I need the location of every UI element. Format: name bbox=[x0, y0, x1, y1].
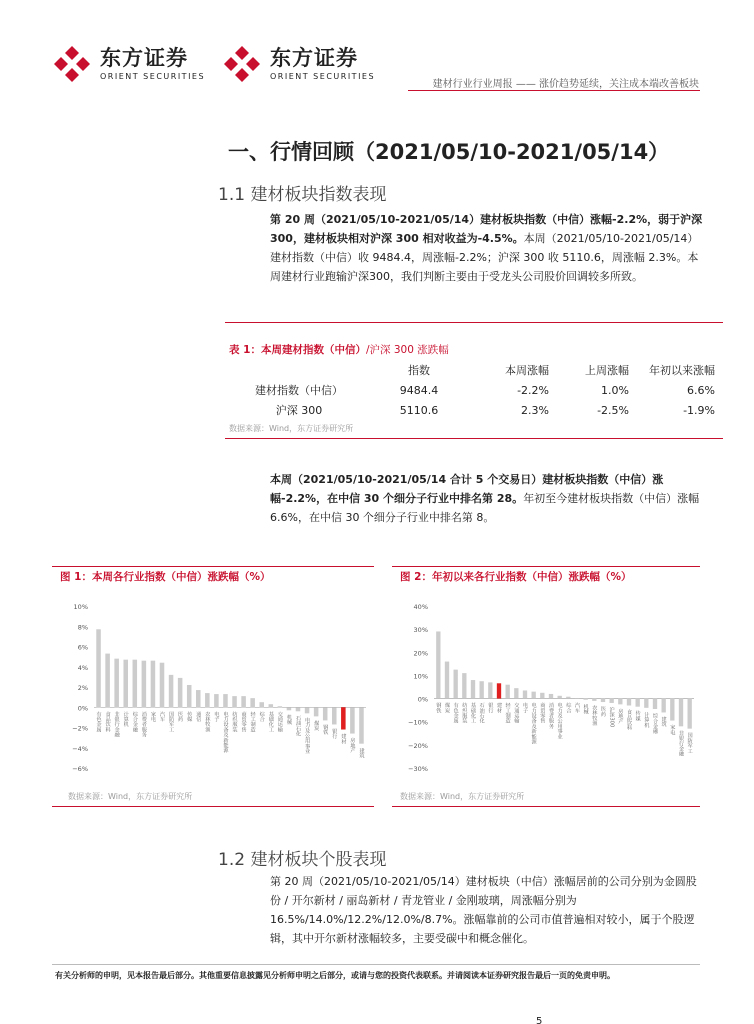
x-category-label: 建筑 bbox=[358, 747, 365, 759]
y-tick-label: 6% bbox=[77, 643, 88, 652]
bar-电子 bbox=[523, 690, 527, 698]
chart-weekly-industry-change bbox=[56, 596, 372, 782]
x-category-label: 银行 bbox=[487, 702, 494, 713]
x-category-label: 商贸零售 bbox=[539, 702, 546, 724]
table-header: 上周涨幅 bbox=[585, 364, 629, 377]
x-category-label: 计算机 bbox=[643, 711, 650, 728]
x-category-label: 钢铁 bbox=[322, 724, 329, 735]
bar-沪深300 bbox=[610, 699, 614, 703]
logo-mark-icon bbox=[222, 44, 262, 84]
table-bottom-rule bbox=[225, 438, 723, 439]
bar-非银行金融 bbox=[114, 659, 119, 708]
bar-轻工制造 bbox=[250, 698, 255, 707]
section-title: 一、行情回顾（2021/05/10-2021/05/14） bbox=[228, 140, 670, 164]
bar-轻工制造 bbox=[506, 685, 510, 699]
y-tick-label: −4% bbox=[72, 744, 88, 753]
x-category-label: 家电 bbox=[669, 724, 676, 735]
x-category-label: 综合 bbox=[258, 711, 265, 722]
bar-商贸零售 bbox=[241, 696, 246, 707]
bar-石油石化 bbox=[480, 681, 484, 698]
bar-煤炭 bbox=[314, 707, 319, 716]
x-category-label: 非银行金融 bbox=[678, 730, 684, 757]
bar-消费者服务 bbox=[142, 661, 147, 708]
header-separator: —— bbox=[515, 79, 536, 90]
table-cell: 沪深 300 bbox=[275, 404, 323, 417]
x-category-label: 沪深300 bbox=[608, 706, 615, 728]
bar-电子 bbox=[214, 694, 219, 707]
x-category-label: 机械 bbox=[285, 714, 292, 725]
logo-cn-2: 东方证券 bbox=[270, 46, 358, 70]
y-tick-label: 10% bbox=[73, 603, 88, 611]
report-type: 建材行业行业周报 bbox=[432, 79, 513, 90]
paragraph-bold: 第 20 周（2021/05/10-2021/05/14）建材板块指数（中信）涨幅-2.2%，弱于沪深 300，建材板块相对沪深 300 相对收益为-4.5%。 bbox=[270, 213, 703, 245]
y-tick-label: 10% bbox=[413, 672, 428, 681]
table-cell: 5110.6 bbox=[399, 403, 439, 417]
bar-煤炭 bbox=[445, 662, 449, 699]
bar-家电 bbox=[670, 699, 674, 721]
y-tick-label: 20% bbox=[413, 649, 428, 658]
x-category-label: 石油石化 bbox=[478, 702, 485, 724]
bar-计算机 bbox=[644, 699, 648, 708]
paragraph-index-performance bbox=[270, 210, 706, 286]
table-source: 数据来源：Wind，东方证券研究所 bbox=[229, 424, 354, 433]
x-category-label: 电子 bbox=[213, 711, 220, 722]
x-category-label: 基础化工 bbox=[470, 702, 476, 724]
y-tick-label: −10% bbox=[408, 718, 428, 727]
figure1-source: 数据来源：Wind，东方证券研究所 bbox=[68, 792, 193, 801]
x-category-label: 建材 bbox=[496, 702, 502, 713]
figure2-title: 图 2：年初以来各行业指数（中信）涨跌幅（%） bbox=[400, 571, 632, 583]
bar-国防军工 bbox=[688, 699, 692, 729]
x-category-label: 消费者服务 bbox=[140, 711, 147, 738]
x-category-label: 银行 bbox=[331, 728, 338, 739]
logo-en: ORIENT SECURITIES bbox=[100, 72, 206, 81]
table-row bbox=[229, 400, 715, 420]
y-tick-label: −6% bbox=[72, 765, 88, 773]
subsection-title-1-1: 1.1 建材板块指数表现 bbox=[218, 185, 387, 205]
table-cell: 2.3% bbox=[521, 403, 549, 417]
table-header: 本周涨幅 bbox=[505, 364, 549, 377]
x-category-label: 煤炭 bbox=[444, 702, 450, 713]
x-category-label: 电力设备及新能源 bbox=[222, 711, 229, 753]
x-category-label: 通信 bbox=[195, 711, 202, 722]
bar-电力设备及新能源 bbox=[532, 692, 536, 699]
bar-综合金融 bbox=[133, 660, 138, 708]
x-category-label: 传媒 bbox=[634, 710, 641, 722]
x-category-label: 房地产 bbox=[617, 708, 624, 724]
y-tick-label: 8% bbox=[77, 623, 88, 632]
table-cell: -2.2% bbox=[517, 383, 549, 397]
x-category-label: 传媒 bbox=[186, 711, 193, 722]
x-category-label: 煤炭 bbox=[313, 720, 320, 731]
x-category-label: 纺织服装 bbox=[231, 711, 238, 733]
bar-电力及公用事业 bbox=[305, 707, 310, 713]
x-category-label: 国防军工 bbox=[686, 732, 693, 754]
figure1-top-rule bbox=[52, 566, 374, 567]
bar-电力设备及新能源 bbox=[223, 694, 228, 707]
table-title-rest: /沪深 300 涨跌幅 bbox=[365, 344, 449, 356]
x-category-label: 石油石化 bbox=[295, 715, 301, 737]
paragraph-text: 本周（2021/05/10-2021/05/14）建材指数（中信）收 9484.4，周涨幅-2.2%；沪深 300 收 5110.6，周涨幅 2.3%。本周建材行业跑输沪深300，我们判断主要由于受龙头公司股价回调较多所致。 bbox=[270, 232, 699, 283]
subsection-title-1-2: 1.2 建材板块个股表现 bbox=[218, 850, 387, 870]
bar-建筑 bbox=[662, 699, 666, 713]
x-category-label: 汽车 bbox=[159, 711, 165, 722]
bar-医药 bbox=[178, 678, 183, 707]
header-rule bbox=[408, 90, 700, 91]
x-category-label: 房地产 bbox=[349, 737, 356, 754]
footer-disclaimer: 有关分析师的申明，见本报告最后部分。其他重要信息披露见分析师申明之后部分，或请与您的投资代表联系。并请阅读本证券研究报告最后一页的免责申明。 bbox=[55, 971, 615, 980]
x-category-label: 轻工制造 bbox=[504, 702, 511, 724]
bar-食品饮料 bbox=[105, 654, 110, 708]
footer-rule bbox=[52, 964, 700, 965]
table-cell: -2.5% bbox=[597, 403, 629, 417]
y-tick-label: 0% bbox=[417, 695, 428, 704]
x-category-label: 电力设备及新能源 bbox=[530, 702, 537, 745]
x-category-label: 有色金属 bbox=[95, 711, 102, 733]
bar-汽车 bbox=[575, 698, 579, 699]
bar-综合金融 bbox=[653, 699, 657, 709]
table-cell: 1.0% bbox=[601, 383, 629, 397]
table-cell: 建材指数（中信） bbox=[255, 384, 343, 397]
table-top-rule bbox=[225, 322, 723, 323]
bar-有色金属 bbox=[454, 670, 458, 699]
bar-食品饮料 bbox=[627, 699, 631, 706]
table-cell: -1.9% bbox=[683, 403, 715, 417]
table-header bbox=[229, 360, 369, 380]
x-category-label: 医药 bbox=[177, 711, 184, 722]
bar-房地产 bbox=[350, 707, 355, 733]
bar-非银行金融 bbox=[679, 699, 683, 727]
x-category-label: 综合 bbox=[565, 702, 572, 713]
bar-家电 bbox=[151, 661, 156, 708]
bar-综合 bbox=[566, 697, 570, 699]
bar-通信 bbox=[196, 690, 201, 707]
x-category-label: 轻工制造 bbox=[249, 711, 256, 733]
logo-en-2: ORIENT SECURITIES bbox=[270, 72, 376, 81]
x-category-label: 电力及公用事业 bbox=[304, 717, 311, 754]
bar-农林牧渔 bbox=[592, 699, 596, 701]
logo-cn: 东方证券 bbox=[100, 46, 188, 70]
bar-商贸零售 bbox=[540, 693, 544, 699]
y-tick-label: 2% bbox=[77, 684, 88, 692]
bar-基础化工 bbox=[471, 680, 475, 699]
x-category-label: 食品饮料 bbox=[104, 711, 111, 733]
bar-建材 bbox=[341, 707, 346, 729]
x-category-label: 有色金属 bbox=[452, 702, 459, 724]
y-tick-label: 4% bbox=[77, 663, 88, 672]
bar-建材 bbox=[497, 683, 501, 698]
page-number: 5 bbox=[536, 1016, 543, 1024]
bar-交通运输 bbox=[514, 688, 518, 698]
x-category-label: 交通运输 bbox=[276, 711, 283, 733]
report-header-subtitle bbox=[433, 75, 699, 90]
table-cell: 9484.4 bbox=[399, 383, 439, 397]
company-logo-2 bbox=[222, 44, 375, 84]
x-category-label: 建材 bbox=[340, 733, 347, 744]
x-category-label: 综合金融 bbox=[131, 711, 138, 733]
y-tick-label: −2% bbox=[72, 724, 88, 733]
x-category-label: 机械 bbox=[582, 703, 589, 715]
bar-医药 bbox=[601, 699, 605, 702]
y-tick-label: 30% bbox=[413, 626, 428, 635]
table-title bbox=[229, 342, 449, 357]
table-cell: 6.6% bbox=[687, 383, 715, 397]
y-tick-label: −20% bbox=[408, 741, 428, 750]
x-category-label: 电子 bbox=[522, 702, 528, 713]
bar-消费者服务 bbox=[549, 694, 553, 699]
bar-钢铁 bbox=[323, 707, 328, 720]
bar-银行 bbox=[332, 707, 337, 724]
bar-钢铁 bbox=[436, 631, 440, 698]
table-header: 年初以来涨幅 bbox=[649, 364, 715, 377]
bar-纺织服装 bbox=[462, 673, 466, 698]
bar-机械 bbox=[287, 707, 292, 710]
bar-综合 bbox=[259, 702, 264, 707]
figure2-bottom-rule bbox=[392, 806, 700, 807]
y-tick-label: 40% bbox=[413, 603, 428, 611]
x-category-label: 基础化工 bbox=[267, 711, 274, 733]
bar-农林牧渔 bbox=[205, 693, 210, 707]
x-category-label: 计算机 bbox=[122, 711, 129, 727]
bar-有色金属 bbox=[96, 629, 101, 707]
x-category-label: 食品饮料 bbox=[626, 709, 632, 731]
x-category-label: 综合金融 bbox=[652, 712, 658, 734]
paragraph-text: 年初至今建材板块指数（中信）涨幅 6.6%，在中信 30 个细分子行业中排名第 8。 bbox=[270, 492, 700, 524]
bar-传媒 bbox=[636, 699, 640, 707]
logo-mark-icon bbox=[52, 44, 92, 84]
bar-机械 bbox=[584, 699, 588, 700]
bar-电力及公用事业 bbox=[558, 696, 562, 699]
table-title-bold: 表 1：本周建材指数（中信） bbox=[229, 344, 366, 356]
x-category-label: 商贸零售 bbox=[240, 711, 247, 733]
table-header-row bbox=[229, 360, 715, 380]
report-subtitle: 涨价趋势延续，关注成本端改善板块 bbox=[539, 79, 699, 90]
bar-交通运输 bbox=[278, 706, 283, 707]
figure2-source: 数据来源：Wind，东方证券研究所 bbox=[400, 792, 525, 801]
y-tick-label: −30% bbox=[408, 765, 428, 773]
paragraph-bold: 本周（2021/05/10-2021/05/14 合计 5 个交易日）建材板块指数（中信）涨幅-2.2%，在中信 30 个细分子行业中排名第 28。 bbox=[270, 473, 664, 505]
bar-房地产 bbox=[618, 699, 622, 705]
bar-计算机 bbox=[123, 660, 128, 708]
page-header bbox=[0, 0, 754, 100]
x-category-label: 建筑 bbox=[660, 716, 667, 727]
x-category-label: 钢铁 bbox=[435, 702, 442, 713]
x-category-label: 纺织服装 bbox=[461, 702, 468, 724]
x-category-label: 农林牧渔 bbox=[591, 704, 598, 726]
bar-纺织服装 bbox=[232, 696, 237, 707]
x-category-label: 电力及公用事业 bbox=[556, 702, 563, 739]
bar-汽车 bbox=[160, 663, 165, 708]
bar-基础化工 bbox=[269, 704, 274, 707]
y-tick-label: 0% bbox=[77, 704, 88, 713]
table-row bbox=[229, 380, 715, 400]
bar-建筑 bbox=[359, 707, 364, 743]
figure1-title: 图 1：本周各行业指数（中信）涨跌幅（%） bbox=[60, 571, 271, 583]
x-category-label: 国防军工 bbox=[168, 711, 175, 733]
x-category-label: 交通运输 bbox=[513, 702, 520, 724]
x-category-label: 汽车 bbox=[574, 702, 580, 713]
table-header: 指数 bbox=[408, 364, 430, 377]
x-category-label: 医药 bbox=[600, 706, 606, 717]
paragraph-ranking bbox=[270, 470, 706, 527]
bar-银行 bbox=[488, 682, 492, 698]
chart-ytd-industry-change bbox=[396, 596, 700, 782]
x-category-label: 非银行金融 bbox=[113, 711, 120, 738]
company-logo bbox=[52, 44, 205, 84]
paragraph-stock-performance: 第 20 周（2021/05/10-2021/05/14）建材板块（中信）涨幅居前的公司分别为金圆股份 / 开尔新材 / 丽岛新材 / 青龙管业 / 金刚玻璃，周涨幅分别为 16.5%/14.0%/12.2%/12.0%/8.7%。涨幅靠前的公司市值普遍相对较小，属于个股逻辑，其中开尔新材涨幅较多，主要受碳中和概念催化。 bbox=[270, 875, 697, 945]
figure2-top-rule bbox=[392, 566, 700, 567]
bar-国防军工 bbox=[169, 675, 174, 707]
x-category-label: 农林牧渔 bbox=[204, 711, 211, 733]
bar-传媒 bbox=[187, 685, 192, 707]
figure1-bottom-rule bbox=[52, 806, 374, 807]
bar-石油石化 bbox=[296, 707, 301, 711]
index-table bbox=[229, 360, 715, 420]
x-category-label: 家电 bbox=[149, 711, 156, 722]
x-category-label: 消费者服务 bbox=[548, 702, 554, 729]
